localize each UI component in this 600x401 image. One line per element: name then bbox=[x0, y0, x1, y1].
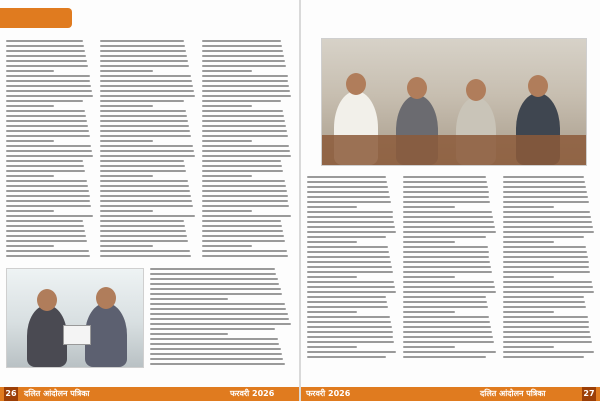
text-line-placeholder bbox=[100, 165, 185, 167]
text-line-placeholder bbox=[403, 176, 486, 178]
text-line-placeholder bbox=[150, 273, 276, 275]
text-line-placeholder bbox=[307, 251, 389, 253]
text-line-placeholder bbox=[150, 343, 279, 345]
text-line-placeholder bbox=[6, 255, 90, 257]
text-line-placeholder bbox=[503, 291, 594, 293]
text-line-placeholder bbox=[6, 70, 54, 72]
text-line-placeholder bbox=[307, 216, 393, 218]
text-line-placeholder bbox=[202, 80, 288, 82]
text-line-placeholder bbox=[403, 226, 495, 228]
text-line-placeholder bbox=[503, 266, 589, 268]
text-line-placeholder bbox=[6, 195, 90, 197]
text-line-placeholder bbox=[202, 115, 284, 117]
text-line-placeholder bbox=[307, 256, 390, 258]
text-line-placeholder bbox=[503, 281, 592, 283]
text-line-placeholder bbox=[202, 195, 288, 197]
article-column-1 bbox=[6, 40, 94, 260]
text-line-placeholder bbox=[403, 271, 492, 273]
text-line-placeholder bbox=[150, 328, 275, 330]
text-line-placeholder bbox=[403, 336, 493, 338]
text-line-placeholder bbox=[100, 210, 153, 212]
right-footer-title: दलित आंदोलन पत्रिका bbox=[480, 389, 546, 398]
text-line-placeholder bbox=[6, 95, 93, 97]
text-line-placeholder bbox=[202, 60, 285, 62]
text-line-placeholder bbox=[307, 326, 392, 328]
text-line-placeholder bbox=[150, 363, 285, 365]
text-line-placeholder bbox=[503, 331, 590, 333]
text-line-placeholder bbox=[100, 180, 188, 182]
text-line-placeholder bbox=[100, 235, 187, 237]
text-line-placeholder bbox=[100, 200, 192, 202]
text-line-placeholder bbox=[503, 301, 585, 303]
article-column-6 bbox=[403, 176, 497, 364]
text-line-placeholder bbox=[403, 356, 486, 358]
text-line-placeholder bbox=[100, 220, 184, 222]
text-line-placeholder bbox=[307, 321, 391, 323]
text-line-placeholder bbox=[6, 120, 87, 122]
text-line-placeholder bbox=[307, 241, 357, 243]
text-line-placeholder bbox=[100, 160, 184, 162]
text-line-placeholder bbox=[100, 65, 189, 67]
text-line-placeholder bbox=[307, 211, 393, 213]
text-line-placeholder bbox=[202, 110, 283, 112]
text-line-placeholder bbox=[6, 160, 83, 162]
text-line-placeholder bbox=[202, 145, 289, 147]
text-line-placeholder bbox=[150, 293, 282, 295]
text-line-placeholder bbox=[202, 190, 287, 192]
text-line-placeholder bbox=[307, 261, 391, 263]
text-line-placeholder bbox=[100, 195, 191, 197]
text-line-placeholder bbox=[6, 65, 88, 67]
text-line-placeholder bbox=[403, 201, 490, 203]
text-line-placeholder bbox=[503, 206, 554, 208]
text-line-placeholder bbox=[100, 130, 190, 132]
text-line-placeholder bbox=[307, 341, 394, 343]
text-line-placeholder bbox=[100, 250, 190, 252]
text-line-placeholder bbox=[403, 206, 455, 208]
text-line-placeholder bbox=[307, 286, 395, 288]
text-line-placeholder bbox=[503, 261, 589, 263]
text-line-placeholder bbox=[202, 50, 283, 52]
text-line-placeholder bbox=[307, 206, 357, 208]
left-page-number: 26 bbox=[4, 387, 18, 401]
text-line-placeholder bbox=[6, 235, 86, 237]
text-line-placeholder bbox=[150, 303, 285, 305]
text-line-placeholder bbox=[6, 240, 87, 242]
text-line-placeholder bbox=[503, 181, 585, 183]
text-line-placeholder bbox=[403, 346, 455, 348]
text-line-placeholder bbox=[6, 45, 84, 47]
text-line-placeholder bbox=[100, 225, 185, 227]
text-line-placeholder bbox=[403, 251, 489, 253]
text-line-placeholder bbox=[6, 250, 89, 252]
text-line-placeholder bbox=[307, 346, 357, 348]
text-line-placeholder bbox=[150, 358, 283, 360]
text-line-placeholder bbox=[202, 255, 288, 257]
text-line-placeholder bbox=[503, 351, 594, 353]
text-line-placeholder bbox=[202, 55, 284, 57]
text-line-placeholder bbox=[6, 100, 83, 102]
text-line-placeholder bbox=[6, 90, 92, 92]
text-line-placeholder bbox=[403, 181, 487, 183]
text-line-placeholder bbox=[100, 190, 190, 192]
left-footer-month: फरवरी 2026 bbox=[230, 389, 275, 398]
text-line-placeholder bbox=[6, 210, 54, 212]
text-line-placeholder bbox=[403, 211, 492, 213]
meeting-photo bbox=[321, 38, 587, 166]
text-line-placeholder bbox=[100, 175, 153, 177]
text-line-placeholder bbox=[403, 326, 491, 328]
text-line-placeholder bbox=[6, 105, 54, 107]
text-line-placeholder bbox=[100, 155, 195, 157]
text-line-placeholder bbox=[6, 185, 88, 187]
article-column-4 bbox=[150, 268, 292, 368]
text-line-placeholder bbox=[307, 271, 393, 273]
text-line-placeholder bbox=[202, 160, 281, 162]
text-line-placeholder bbox=[403, 246, 488, 248]
text-line-placeholder bbox=[503, 256, 588, 258]
text-line-placeholder bbox=[307, 316, 390, 318]
text-line-placeholder bbox=[503, 186, 586, 188]
text-line-placeholder bbox=[100, 135, 191, 137]
text-line-placeholder bbox=[202, 70, 252, 72]
text-line-placeholder bbox=[202, 175, 252, 177]
text-line-placeholder bbox=[503, 221, 592, 223]
text-line-placeholder bbox=[100, 150, 194, 152]
text-line-placeholder bbox=[403, 266, 491, 268]
text-line-placeholder bbox=[202, 155, 291, 157]
text-line-placeholder bbox=[503, 311, 554, 313]
text-line-placeholder bbox=[6, 215, 93, 217]
text-line-placeholder bbox=[100, 125, 189, 127]
text-line-placeholder bbox=[403, 286, 495, 288]
text-line-placeholder bbox=[403, 331, 492, 333]
text-line-placeholder bbox=[503, 251, 587, 253]
text-line-placeholder bbox=[202, 185, 286, 187]
text-line-placeholder bbox=[100, 50, 186, 52]
text-line-placeholder bbox=[202, 40, 281, 42]
text-line-placeholder bbox=[403, 191, 489, 193]
text-line-placeholder bbox=[6, 175, 54, 177]
text-line-placeholder bbox=[403, 351, 496, 353]
text-line-placeholder bbox=[403, 301, 487, 303]
left-page bbox=[0, 0, 299, 401]
text-line-placeholder bbox=[6, 150, 92, 152]
text-line-placeholder bbox=[100, 115, 187, 117]
text-line-placeholder bbox=[202, 135, 288, 137]
text-line-placeholder bbox=[6, 165, 84, 167]
text-line-placeholder bbox=[403, 231, 496, 233]
text-line-placeholder bbox=[6, 135, 90, 137]
article-column-5 bbox=[307, 176, 397, 364]
text-line-placeholder bbox=[100, 240, 188, 242]
text-line-placeholder bbox=[100, 205, 193, 207]
text-line-placeholder bbox=[503, 236, 584, 238]
text-line-placeholder bbox=[202, 245, 252, 247]
text-line-placeholder bbox=[307, 336, 393, 338]
article-column-7 bbox=[503, 176, 595, 364]
text-line-placeholder bbox=[6, 130, 89, 132]
text-line-placeholder bbox=[503, 246, 586, 248]
text-line-placeholder bbox=[307, 231, 396, 233]
text-line-placeholder bbox=[6, 145, 91, 147]
text-line-placeholder bbox=[503, 356, 584, 358]
text-line-placeholder bbox=[150, 288, 281, 290]
text-line-placeholder bbox=[100, 255, 191, 257]
text-line-placeholder bbox=[100, 95, 195, 97]
text-line-placeholder bbox=[503, 306, 586, 308]
text-line-placeholder bbox=[403, 291, 496, 293]
text-line-placeholder bbox=[6, 125, 88, 127]
text-line-placeholder bbox=[202, 105, 252, 107]
text-line-placeholder bbox=[202, 240, 285, 242]
text-line-placeholder bbox=[503, 296, 584, 298]
text-line-placeholder bbox=[503, 326, 589, 328]
text-line-placeholder bbox=[202, 130, 287, 132]
text-line-placeholder bbox=[403, 276, 455, 278]
text-line-placeholder bbox=[202, 165, 282, 167]
left-footer-title: दलित आंदोलन पत्रिका bbox=[24, 389, 90, 398]
text-line-placeholder bbox=[307, 226, 395, 228]
right-footer-month: फरवरी 2026 bbox=[306, 389, 351, 398]
text-line-placeholder bbox=[403, 311, 455, 313]
text-line-placeholder bbox=[150, 318, 289, 320]
text-line-placeholder bbox=[6, 40, 83, 42]
text-line-placeholder bbox=[6, 245, 54, 247]
text-line-placeholder bbox=[403, 341, 494, 343]
text-line-placeholder bbox=[100, 110, 186, 112]
text-line-placeholder bbox=[307, 306, 388, 308]
text-line-placeholder bbox=[503, 211, 590, 213]
text-line-placeholder bbox=[202, 65, 286, 67]
text-line-placeholder bbox=[202, 170, 283, 172]
text-line-placeholder bbox=[100, 75, 191, 77]
text-line-placeholder bbox=[202, 230, 283, 232]
text-line-placeholder bbox=[6, 205, 91, 207]
article-column-3 bbox=[202, 40, 292, 260]
text-line-placeholder bbox=[100, 215, 195, 217]
text-line-placeholder bbox=[503, 276, 554, 278]
text-line-placeholder bbox=[307, 246, 388, 248]
text-line-placeholder bbox=[6, 80, 90, 82]
text-line-placeholder bbox=[307, 356, 386, 358]
text-line-placeholder bbox=[503, 191, 587, 193]
text-line-placeholder bbox=[503, 226, 593, 228]
text-line-placeholder bbox=[307, 291, 396, 293]
text-line-placeholder bbox=[202, 150, 290, 152]
text-line-placeholder bbox=[202, 215, 291, 217]
text-line-placeholder bbox=[202, 235, 284, 237]
text-line-placeholder bbox=[503, 316, 588, 318]
text-line-placeholder bbox=[100, 170, 186, 172]
text-line-placeholder bbox=[307, 296, 386, 298]
text-line-placeholder bbox=[307, 276, 357, 278]
text-line-placeholder bbox=[6, 180, 87, 182]
text-line-placeholder bbox=[503, 196, 588, 198]
text-line-placeholder bbox=[150, 308, 286, 310]
text-line-placeholder bbox=[403, 256, 489, 258]
text-line-placeholder bbox=[100, 40, 184, 42]
text-line-placeholder bbox=[202, 210, 252, 212]
text-line-placeholder bbox=[503, 231, 594, 233]
text-line-placeholder bbox=[307, 181, 387, 183]
text-line-placeholder bbox=[403, 296, 486, 298]
text-line-placeholder bbox=[307, 301, 387, 303]
text-line-placeholder bbox=[202, 75, 288, 77]
text-line-placeholder bbox=[150, 298, 228, 300]
text-line-placeholder bbox=[503, 321, 589, 323]
text-line-placeholder bbox=[202, 205, 289, 207]
text-line-placeholder bbox=[100, 60, 188, 62]
text-line-placeholder bbox=[100, 120, 188, 122]
text-line-placeholder bbox=[6, 140, 54, 142]
text-line-placeholder bbox=[100, 140, 153, 142]
text-line-placeholder bbox=[6, 225, 84, 227]
text-line-placeholder bbox=[202, 220, 281, 222]
text-line-placeholder bbox=[150, 333, 228, 335]
text-line-placeholder bbox=[307, 351, 396, 353]
text-line-placeholder bbox=[100, 55, 187, 57]
text-line-placeholder bbox=[503, 216, 591, 218]
text-line-placeholder bbox=[307, 236, 386, 238]
text-line-placeholder bbox=[307, 281, 394, 283]
text-line-placeholder bbox=[6, 230, 85, 232]
text-line-placeholder bbox=[307, 176, 386, 178]
text-line-placeholder bbox=[150, 278, 278, 280]
text-line-placeholder bbox=[503, 346, 554, 348]
text-line-placeholder bbox=[100, 230, 186, 232]
text-line-placeholder bbox=[202, 180, 285, 182]
text-line-placeholder bbox=[150, 338, 278, 340]
right-page-number: 27 bbox=[582, 387, 596, 401]
text-line-placeholder bbox=[503, 341, 592, 343]
page-footer bbox=[0, 385, 600, 401]
text-line-placeholder bbox=[307, 266, 392, 268]
text-line-placeholder bbox=[403, 221, 494, 223]
text-line-placeholder bbox=[403, 216, 493, 218]
text-line-placeholder bbox=[307, 201, 391, 203]
text-line-placeholder bbox=[150, 353, 282, 355]
text-line-placeholder bbox=[202, 225, 282, 227]
text-line-placeholder bbox=[202, 100, 281, 102]
text-line-placeholder bbox=[6, 115, 86, 117]
text-line-placeholder bbox=[503, 271, 590, 273]
text-line-placeholder bbox=[307, 191, 389, 193]
text-line-placeholder bbox=[6, 75, 90, 77]
text-line-placeholder bbox=[100, 90, 194, 92]
text-line-placeholder bbox=[6, 85, 91, 87]
text-line-placeholder bbox=[6, 170, 85, 172]
text-line-placeholder bbox=[6, 110, 85, 112]
right-page bbox=[301, 0, 600, 401]
text-line-placeholder bbox=[202, 90, 290, 92]
text-line-placeholder bbox=[202, 85, 289, 87]
text-line-placeholder bbox=[100, 100, 184, 102]
text-line-placeholder bbox=[6, 190, 89, 192]
article-column-2 bbox=[100, 40, 196, 260]
text-line-placeholder bbox=[100, 80, 192, 82]
text-line-placeholder bbox=[503, 201, 589, 203]
ceremony-photo bbox=[6, 268, 144, 368]
text-line-placeholder bbox=[202, 250, 287, 252]
text-line-placeholder bbox=[307, 221, 394, 223]
text-line-placeholder bbox=[503, 336, 591, 338]
text-line-placeholder bbox=[503, 176, 584, 178]
text-line-placeholder bbox=[202, 120, 285, 122]
text-line-placeholder bbox=[6, 220, 83, 222]
text-line-placeholder bbox=[6, 50, 85, 52]
text-line-placeholder bbox=[150, 268, 275, 270]
text-line-placeholder bbox=[6, 200, 90, 202]
text-line-placeholder bbox=[403, 316, 489, 318]
text-line-placeholder bbox=[202, 140, 252, 142]
text-line-placeholder bbox=[202, 125, 286, 127]
text-line-placeholder bbox=[307, 311, 357, 313]
text-line-placeholder bbox=[403, 186, 488, 188]
text-line-placeholder bbox=[403, 241, 455, 243]
text-line-placeholder bbox=[307, 186, 388, 188]
text-line-placeholder bbox=[202, 200, 288, 202]
text-line-placeholder bbox=[403, 236, 486, 238]
text-line-placeholder bbox=[403, 306, 488, 308]
text-line-placeholder bbox=[202, 45, 282, 47]
text-line-placeholder bbox=[503, 286, 593, 288]
text-line-placeholder bbox=[202, 95, 291, 97]
text-line-placeholder bbox=[307, 196, 390, 198]
text-line-placeholder bbox=[100, 70, 153, 72]
text-line-placeholder bbox=[403, 196, 489, 198]
text-line-placeholder bbox=[150, 313, 288, 315]
text-line-placeholder bbox=[6, 55, 86, 57]
text-line-placeholder bbox=[150, 323, 291, 325]
text-line-placeholder bbox=[100, 145, 193, 147]
text-line-placeholder bbox=[403, 321, 490, 323]
text-line-placeholder bbox=[100, 45, 185, 47]
text-line-placeholder bbox=[100, 185, 189, 187]
text-line-placeholder bbox=[100, 245, 153, 247]
text-line-placeholder bbox=[403, 281, 494, 283]
text-line-placeholder bbox=[6, 155, 93, 157]
section-tag bbox=[0, 8, 72, 28]
text-line-placeholder bbox=[6, 60, 87, 62]
text-line-placeholder bbox=[503, 241, 554, 243]
text-line-placeholder bbox=[150, 283, 279, 285]
text-line-placeholder bbox=[307, 331, 393, 333]
text-line-placeholder bbox=[403, 261, 490, 263]
text-line-placeholder bbox=[100, 105, 153, 107]
text-line-placeholder bbox=[100, 85, 193, 87]
text-line-placeholder bbox=[150, 348, 281, 350]
